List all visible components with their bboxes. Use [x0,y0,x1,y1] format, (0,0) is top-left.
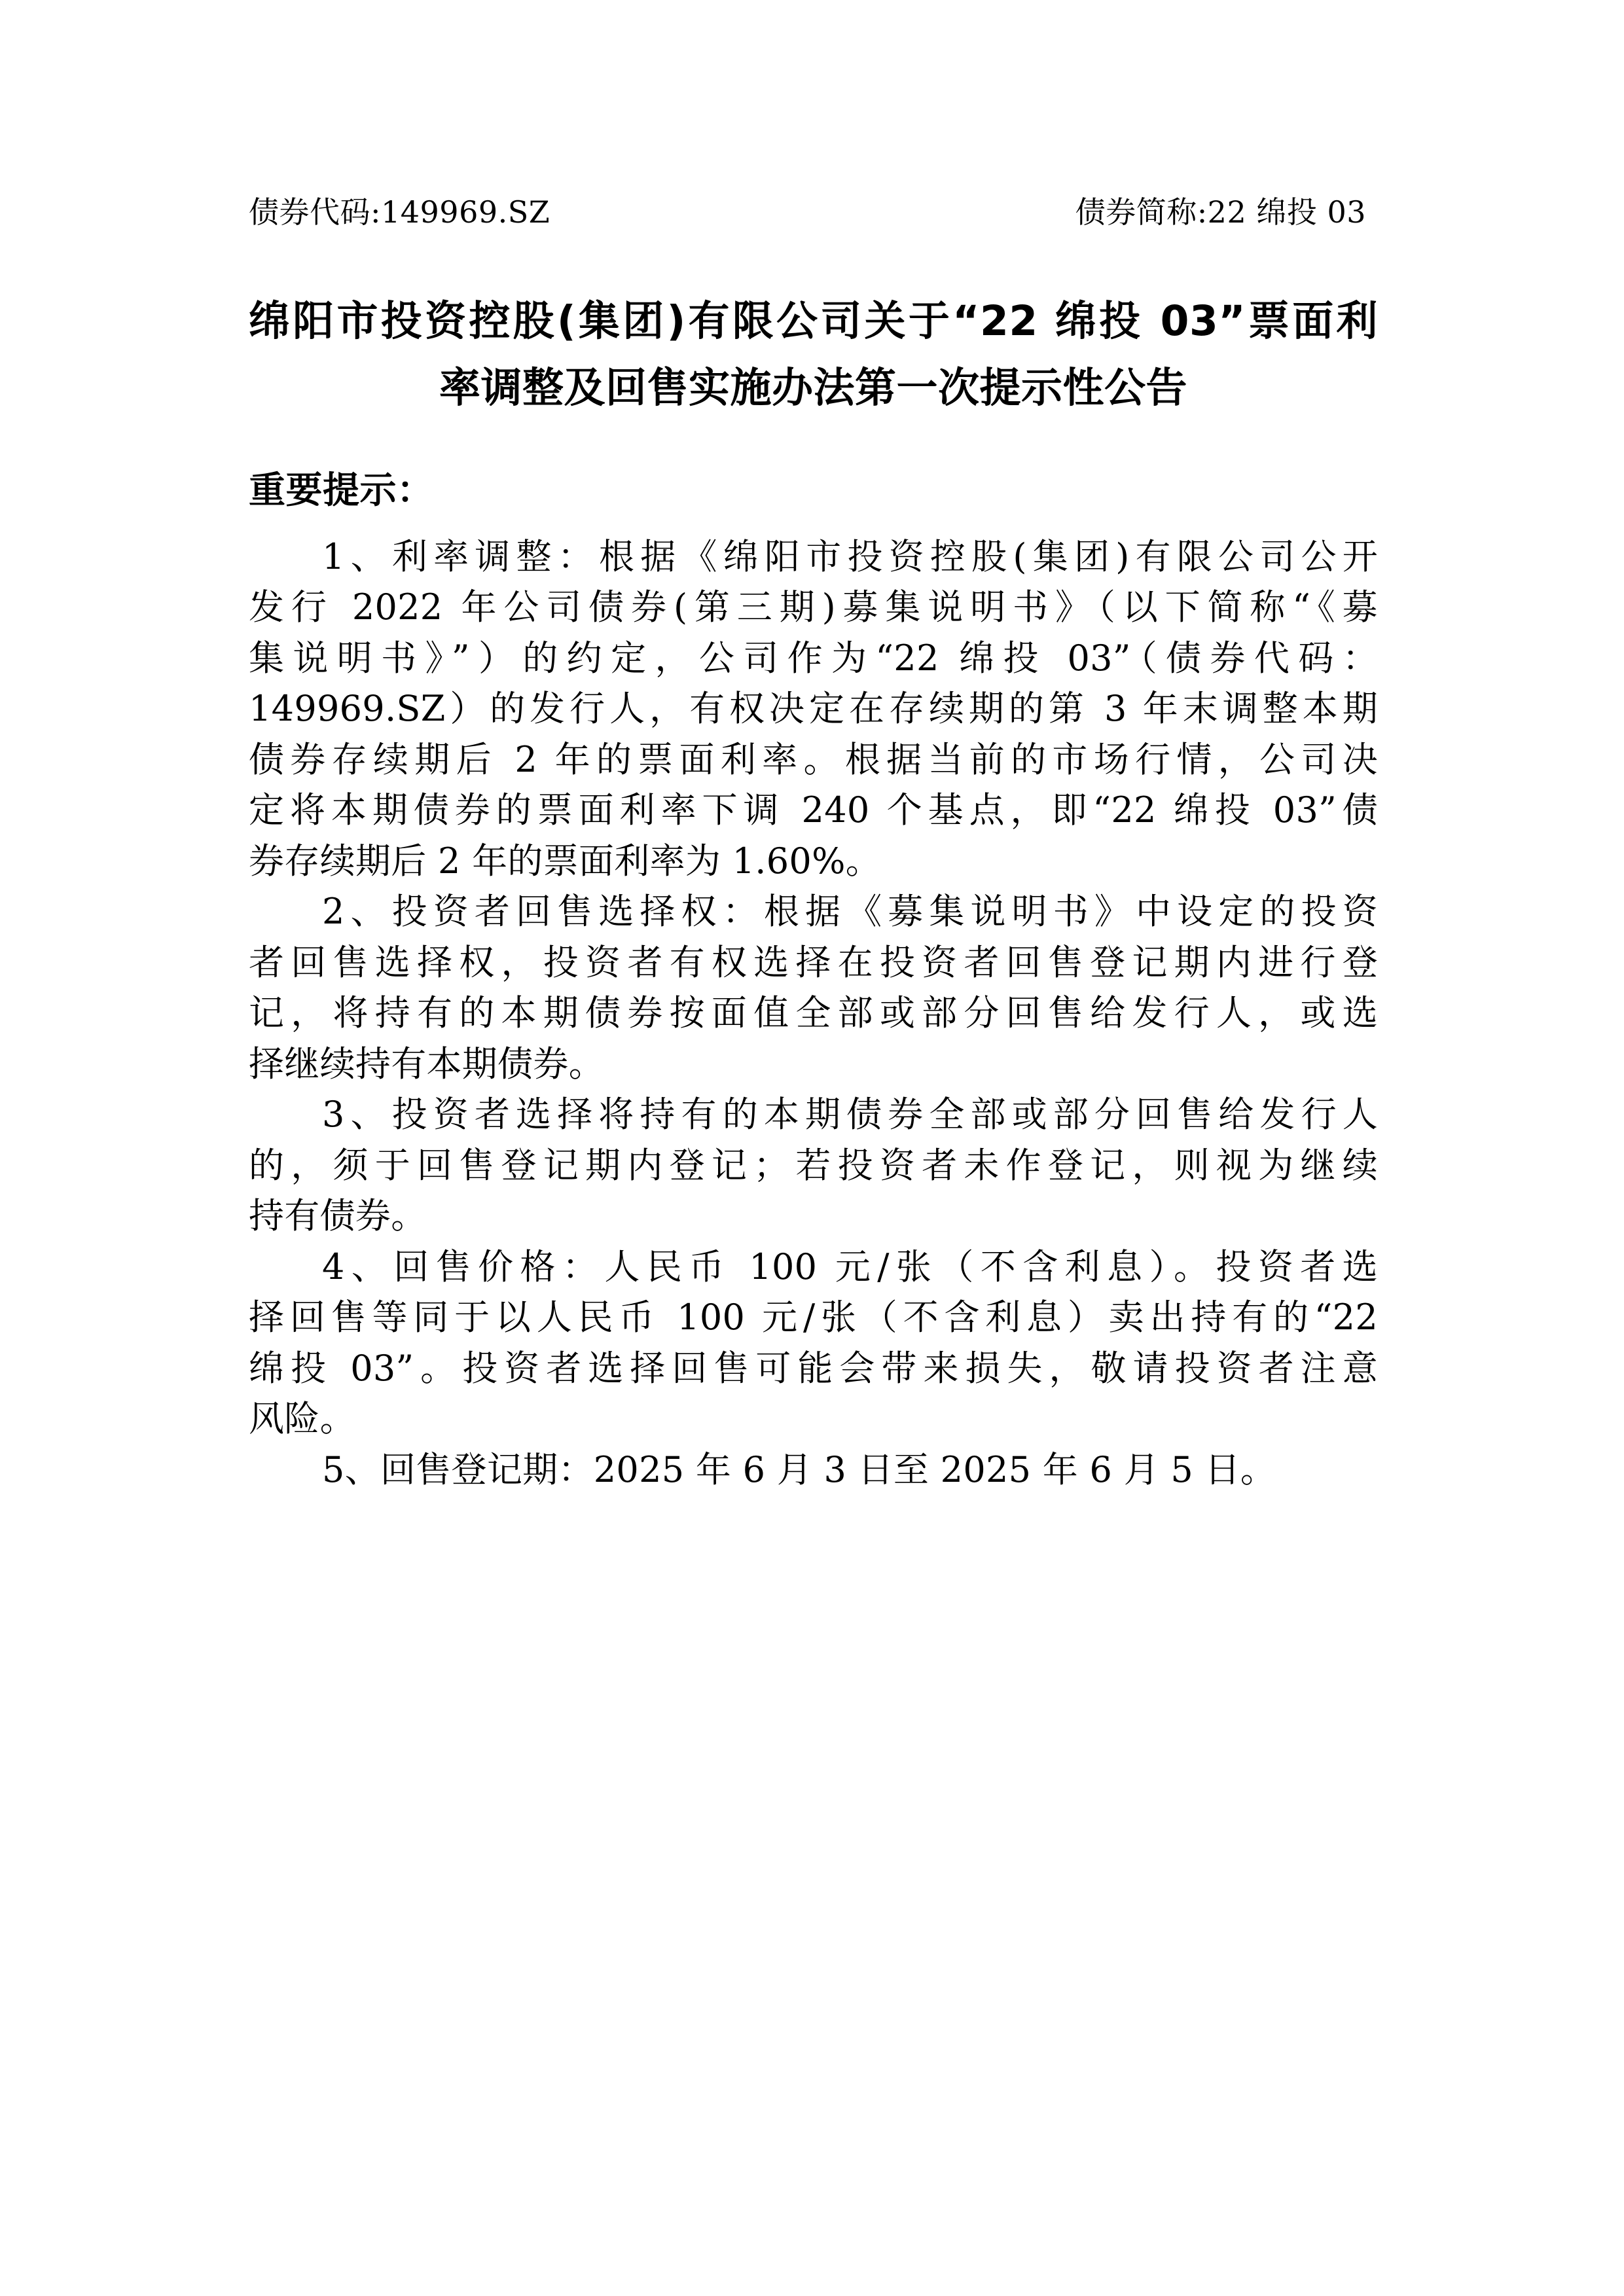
bond-abbreviation-label: 债券简称:22 绵投 03 [1075,194,1366,230]
important-notice-heading: 重要提示： [249,469,434,512]
notice-line: 绵投 03”。投资者选择回售可能会带来损失，敬请投资者注意 [249,1347,1378,1389]
notice-line: 发行 2022 年公司债券(第三期)募集说明书》（以下简称“《募 [249,586,1378,628]
notice-line: 择继续持有本期债券。 [249,1043,604,1085]
notice-line: 149969.SZ）的发行人，有权决定在存续期的第 3 年末调整本期 [249,688,1378,730]
page-title-line-2: 率调整及回售实施办法第一次提示性公告 [439,363,1187,412]
notice-item-2 [249,886,1378,1089]
notice-line: 债券存续期后 2 年的票面利率。根据当前的市场行情，公司决 [249,738,1378,780]
notice-line: 择回售等同于以人民币 100 元/张（不含利息）卖出持有的“22 [249,1297,1378,1338]
notice-item-5 [249,1444,1378,1496]
page-title [249,288,1378,422]
notice-item-1 [249,531,1378,887]
running-header [249,0,1378,232]
notice-line: 券存续期后 2 年的票面利率为 1.60%。 [249,840,881,882]
notice-line: 者回售选择权，投资者有权选择在投资者回售登记期内进行登 [249,941,1378,983]
notice-line: 3、投资者选择将持有的本期债券全部或部分回售给发行人 [322,1094,1378,1136]
page-title-line-1: 绵阳市投资控股(集团)有限公司关于“22 绵投 03”票面利 [249,296,1378,345]
notice-item-3 [249,1089,1378,1242]
important-notice-body [249,531,1378,1496]
notice-line: 2、投资者回售选择权：根据《募集说明书》中设定的投资 [322,891,1378,933]
notice-line: 持有债券。 [249,1195,427,1237]
notice-line: 1、利率调整：根据《绵阳市投资控股(集团)有限公司公开 [322,535,1378,577]
notice-line: 记，将持有的本期债券按面值全部或部分回售给发行人，或选 [249,992,1378,1034]
notice-line: 风险。 [249,1398,355,1440]
notice-line: 4、回售价格：人民币 100 元/张（不含利息）。投资者选 [322,1246,1378,1287]
notice-item-4 [249,1242,1378,1444]
notice-line: 5、回售登记期：2025 年 6 月 3 日至 2025 年 6 月 5 日。 [322,1448,1276,1490]
bond-code-label: 债券代码:149969.SZ [249,194,550,230]
notice-line: 定将本期债券的票面利率下调 240 个基点，即“22 绵投 03”债 [249,789,1378,831]
page-content-column [249,0,1378,1495]
notice-line: 的，须于回售登记期内登记；若投资者未作登记，则视为继续 [249,1144,1378,1186]
notice-line: 集说明书》”）的约定，公司作为“22 绵投 03”（债券代码： [249,637,1378,679]
